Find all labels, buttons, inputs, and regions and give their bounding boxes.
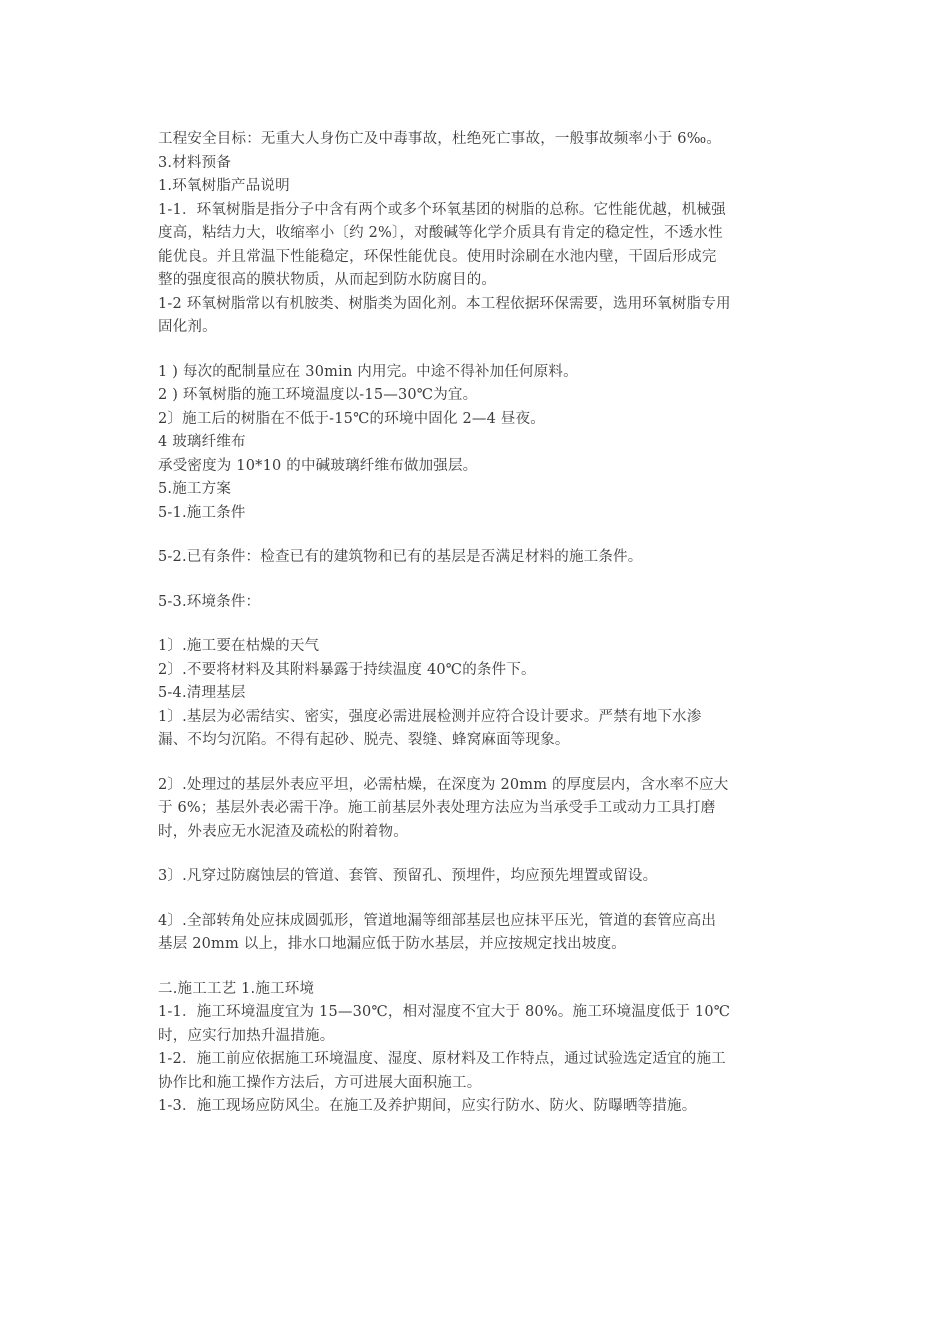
spacer: [158, 340, 803, 361]
paragraph-line: 时，应实行加热升温措施。: [158, 1027, 335, 1044]
list-item: 1〕.施工要在枯燥的天气: [158, 638, 320, 654]
heading-clean-base: 5-4.清理基层: [158, 685, 246, 701]
spacer: [158, 889, 803, 910]
paragraph-line: 协作比和施工操作方法后，方可进展大面积施工。: [158, 1074, 482, 1091]
list-item: 1 ) 每次的配制量应在 30min 内用完。中途不得补加任何原料。: [158, 363, 578, 380]
heading-construction-conditions: 5-1.施工条件: [158, 504, 246, 521]
paragraph-line: 固化剂。: [158, 319, 217, 335]
paragraph-line: 1-3．施工现场应防风尘。在施工及养护期间，应实行防水、防火、防曝晒等措施。: [158, 1098, 697, 1114]
spacer: [158, 753, 803, 774]
list-item: 2 ) 环氧树脂的施工环境温度以-15—30℃为宜。: [158, 387, 478, 403]
spacer: [158, 570, 803, 591]
list-item: 2〕.不要将材料及其附料暴露于持续温度 40℃的条件下。: [158, 661, 536, 678]
paragraph-line: 整的强度很高的膜状物质，从而起到防水防腐目的。: [158, 272, 497, 288]
spacer: [158, 957, 803, 978]
spacer: [158, 844, 803, 865]
heading-construction-process: 二.施工工艺 1.施工环境: [158, 980, 315, 997]
heading-construction-plan: 5.施工方案: [158, 481, 232, 497]
heading-glass-fiber: 4 玻璃纤维布: [158, 434, 246, 450]
paragraph-line: 基层 20mm 以上，排水口地漏应低于防水基层，并应按规定找出坡度。: [158, 936, 626, 952]
paragraph-line: 时，外表应无水泥渣及疏松的附着物。: [158, 823, 408, 840]
heading-material-prep: 3.材料预备: [158, 154, 232, 171]
paragraph-line: 1-1．施工环境温度宜为 15—30℃，相对湿度不宜大于 80%。施工环境温度低于 10℃: [158, 1004, 731, 1020]
list-item: 1〕.基层为必需结实、密实，强度必需进展检测并应符合设计要求。严禁有地下水渗: [158, 708, 702, 725]
heading-environment-conditions: 5-3.环境条件：: [158, 593, 261, 610]
paragraph-line: 5-2.已有条件：检查已有的建筑物和已有的基层是否满足材料的施工条件。: [158, 549, 643, 565]
paragraph-line: 度高，粘结力大，收缩率小〔约 2%〕，对酸碱等化学介质具有肯定的稳定性，不透水性: [158, 225, 723, 241]
paragraph-line: 能优良。并且常温下性能稳定，环保性能优良。使用时涂刷在水池内壁，干固后形成完: [158, 248, 717, 265]
list-item: 3〕.凡穿过防腐蚀层的管道、套管、预留孔、预埋件，均应预先埋置或留设。: [158, 868, 658, 884]
list-item: 2〕施工后的树脂在不低于-15℃的环境中固化 2—4 昼夜。: [158, 410, 545, 427]
paragraph-line: 1-2 环氧树脂常以有机胺类、树脂类为固化剂。本工程依据环保需要，选用环氧树脂专用: [158, 295, 731, 312]
paragraph-line: 于 6%；基层外表必需干净。施工前基层外表处理方法应为当承受手工或动力工具打磨: [158, 800, 716, 816]
paragraph-line: 1-1．环氧树脂是指分子中含有两个或多个环氧基团的树脂的总称。它性能优越，机械强: [158, 201, 726, 218]
list-item: 2〕.处理过的基层外表应平坦，必需枯燥，在深度为 20mm 的厚度层内，含水率不应大: [158, 776, 729, 793]
paragraph-safety-goal: 工程安全目标：无重大人身伤亡及中毒事故，杜绝死亡事故，一般事故频率小于 6‰。: [158, 131, 722, 147]
paragraph-line: 漏、不均匀沉陷。不得有起砂、脱壳、裂缝、蜂窝麻面等现象。: [158, 732, 570, 748]
spacer: [158, 525, 803, 546]
paragraph-line: 1-2．施工前应依据施工环境温度、湿度、原材料及工作特点，通过试验选定适宜的施工: [158, 1051, 726, 1067]
paragraph-line: 承受密度为 10*10 的中碱玻璃纤维布做加强层。: [158, 457, 478, 474]
document-body: [158, 128, 803, 1119]
heading-epoxy-description: 1.环氧树脂产品说明: [158, 178, 290, 194]
list-item: 4〕.全部转角处应抹成圆弧形，管道地漏等细部基层也应抹平压光，管道的套管应高出: [158, 912, 717, 929]
spacer: [158, 614, 803, 635]
